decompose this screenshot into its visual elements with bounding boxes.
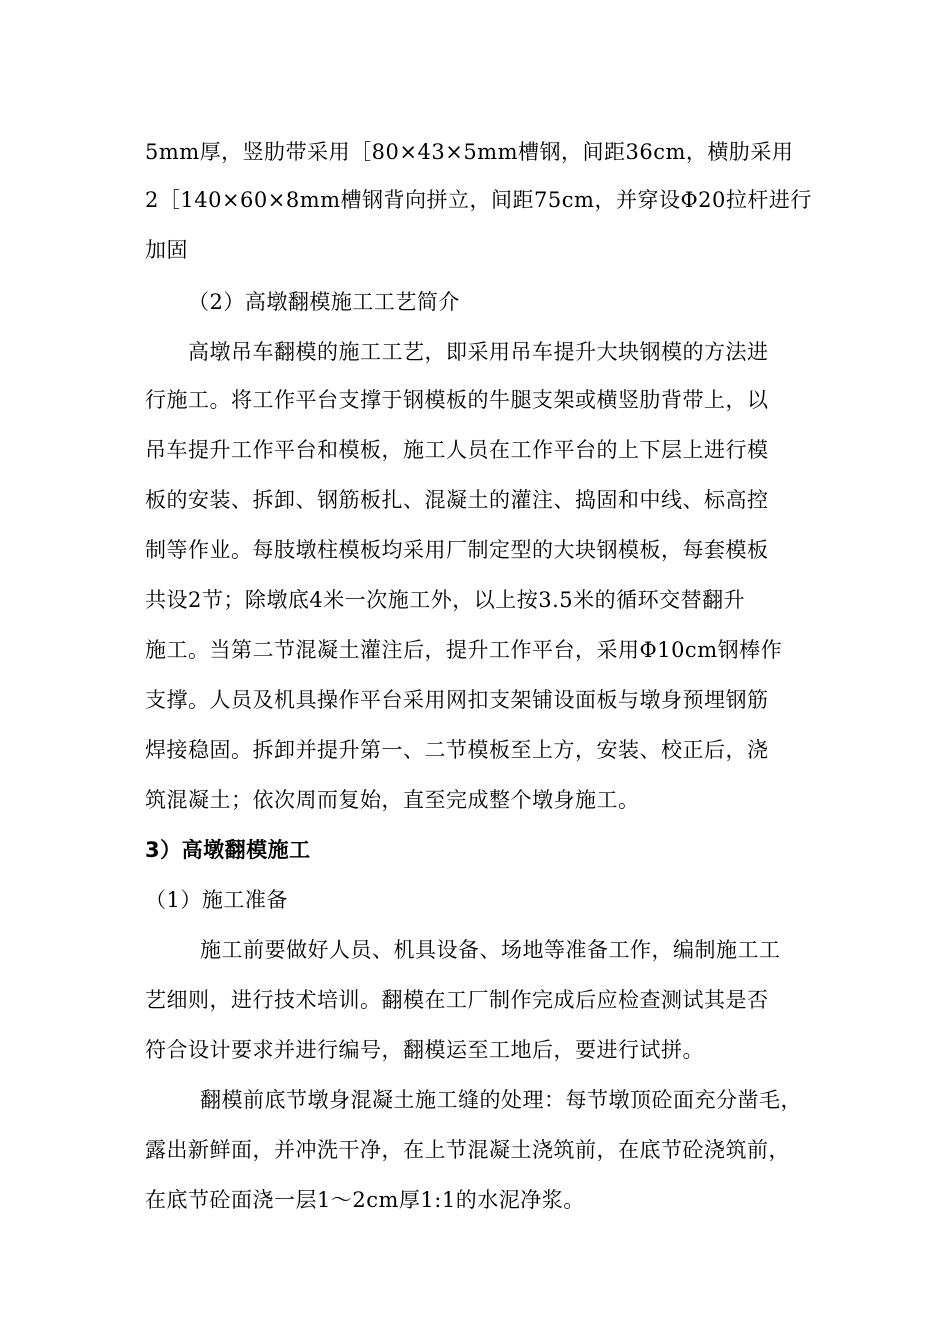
paragraph-line: 在底节砼面浇一层1～2cm厚1:1的水泥净浆。 <box>145 1188 585 1212</box>
text-line: 2［140×60×8mm槽钢背向拼立，间距75cm，并穿设Φ20拉杆进行 <box>145 188 812 212</box>
paragraph-line: 高墩吊车翻模的施工工艺，即采用吊车提升大块钢模的方法进 <box>188 340 769 364</box>
paragraph-line: 共设2节；除墩底4米一次施工外，以上按3.5米的循环交替翻升 <box>145 588 746 612</box>
paragraph-line: 施工前要做好人员、机具设备、场地等准备工作，编制施工工 <box>200 938 781 962</box>
paragraph-line: 支撑。人员及机具操作平台采用网扣支架铺设面板与墩身预埋钢筋 <box>145 688 769 712</box>
paragraph-line: 制等作业。每肢墩柱模板均采用厂制定型的大块钢模板，每套模板 <box>145 538 769 562</box>
paragraph-line: 施工。当第二节混凝土灌注后，提升工作平台，采用Φ10cm钢棒作 <box>145 638 783 662</box>
section-heading-bold: 3）高墩翻模施工 <box>145 838 311 862</box>
paragraph-line: 露出新鲜面，并冲洗干净，在上节混凝土浇筑前，在底节砼浇筑前， <box>145 1138 790 1162</box>
paragraph-line: 符合设计要求并进行编号，翻模运至工地后，要进行试拼。 <box>145 1038 704 1062</box>
paragraph-line: 板的安装、拆卸、钢筋板扎、混凝土的灌注、捣固和中线、标高控 <box>145 488 769 512</box>
subsection-heading: （1）施工准备 <box>145 888 288 912</box>
paragraph-line: 翻模前底节墩身混凝土施工缝的处理：每节墩顶砼面充分凿毛， <box>200 1088 802 1112</box>
paragraph-line: 行施工。将工作平台支撑于钢模板的牛腿支架或横竖肋背带上，以 <box>145 388 769 412</box>
text-line: 5mm厚，竖肋带采用［80×43×5mm槽钢，间距36cm，横肋采用 <box>145 140 794 164</box>
paragraph-line: 吊车提升工作平台和模板，施工人员在工作平台的上下层上进行模 <box>145 438 769 462</box>
section-heading: （2）高墩翻模施工工艺简介 <box>188 290 460 314</box>
paragraph-line: 筑混凝土；依次周而复始，直至完成整个墩身施工。 <box>145 788 640 812</box>
text-line: 加固 <box>145 238 188 262</box>
paragraph-line: 艺细则，进行技术培训。翻模在工厂制作完成后应检查测试其是否 <box>145 988 769 1012</box>
paragraph-line: 焊接稳固。拆卸并提升第一、二节模板至上方，安装、校正后，浇 <box>145 738 769 762</box>
